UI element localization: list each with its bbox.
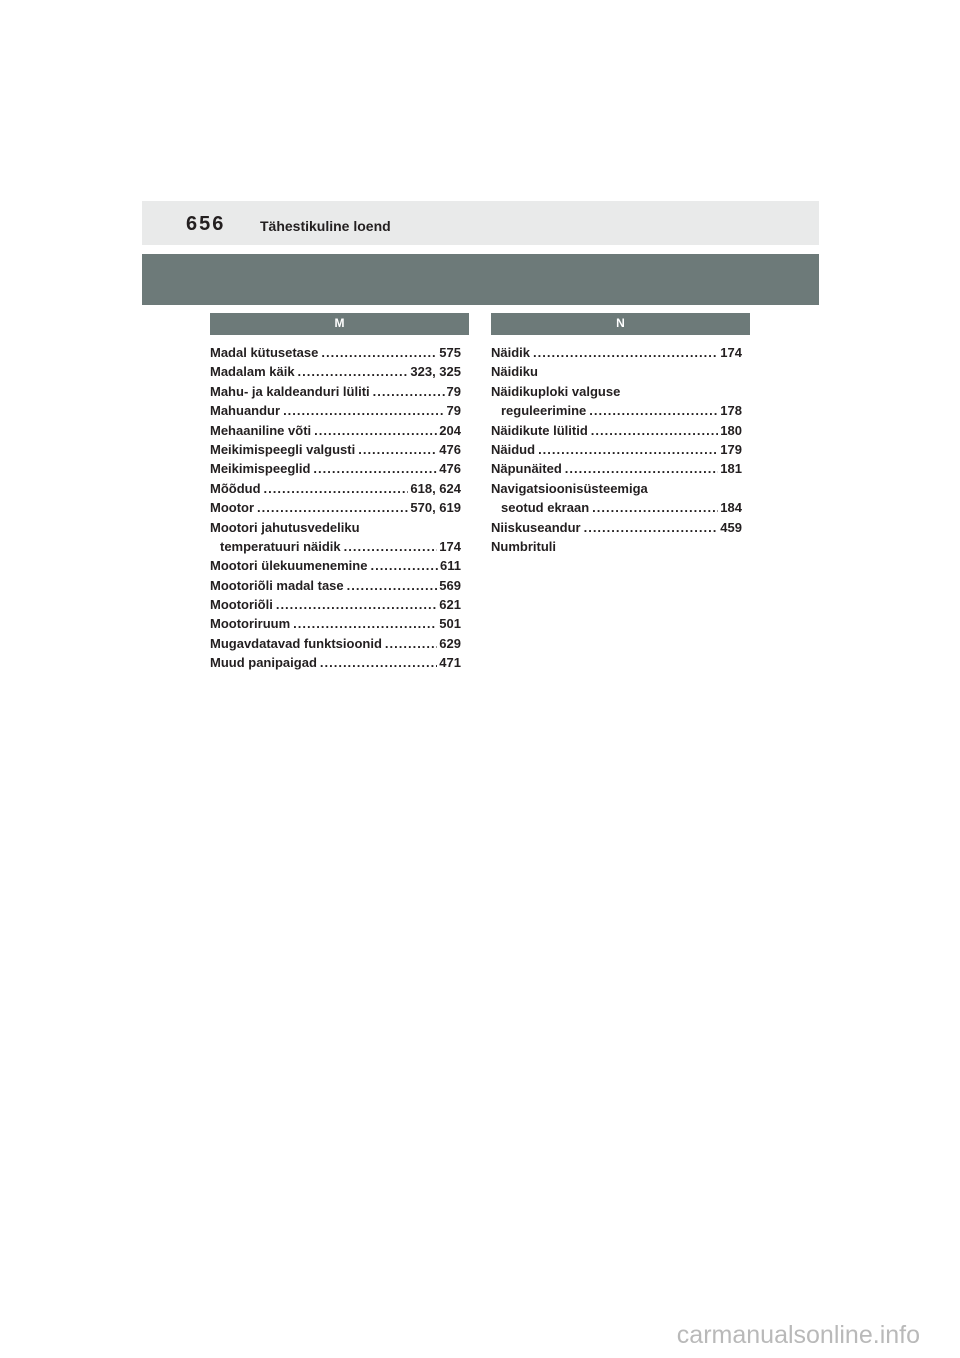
- entry-term: Mootor: [210, 500, 255, 516]
- entry-term: Niiskuseandur: [491, 519, 581, 535]
- index-entry: [491, 364, 742, 383]
- index-entry: [210, 597, 461, 616]
- dot-leader: [370, 558, 438, 573]
- index-entry: [210, 481, 461, 500]
- dot-leader: [358, 442, 437, 457]
- index-entry: [491, 481, 742, 500]
- entry-term: Meikimispeeglid: [210, 461, 311, 477]
- dot-leader: [314, 423, 437, 438]
- index-entry: [210, 616, 461, 635]
- letter-heading-m: M: [210, 313, 469, 335]
- section-title: Tähestikuline loend: [260, 218, 391, 234]
- index-column-n: [491, 313, 750, 558]
- entry-page-ref[interactable]: 204: [439, 422, 461, 438]
- entry-page-ref[interactable]: 180: [720, 422, 742, 438]
- index-entry: [210, 345, 461, 364]
- entry-term: Mõõdud: [210, 480, 261, 496]
- index-entry: [491, 520, 742, 539]
- dot-leader: [344, 539, 438, 554]
- entry-page-ref[interactable]: 174: [439, 538, 461, 554]
- entry-page-ref[interactable]: 611: [440, 558, 461, 574]
- header-band: [142, 201, 819, 245]
- entry-page-ref[interactable]: 471: [439, 655, 461, 671]
- index-entry: [210, 423, 461, 442]
- dot-leader: [298, 364, 409, 379]
- index-entry: [210, 655, 461, 674]
- entry-term: Mahu- ja kaldeanduri lüliti: [210, 383, 370, 399]
- index-entry: [491, 500, 742, 519]
- title-bar: [142, 254, 819, 305]
- dot-leader: [257, 500, 408, 515]
- dot-leader: [264, 481, 409, 496]
- entry-term: temperatuuri näidik: [220, 538, 341, 554]
- index-entry: [210, 500, 461, 519]
- entry-term: Näidik: [491, 345, 531, 360]
- entry-term: Mootoriõli madal tase: [210, 577, 344, 593]
- entry-page-ref[interactable]: 629: [439, 635, 461, 651]
- index-entry: [491, 539, 742, 558]
- page-number: 656: [186, 213, 226, 235]
- entry-term: Näidikute lülitid: [491, 422, 588, 438]
- dot-leader: [347, 578, 438, 593]
- index-entry: [210, 558, 461, 577]
- entry-term: Mootoriruum: [210, 616, 291, 632]
- entry-term: Numbrituli: [491, 538, 556, 554]
- entry-term: Näpunäited: [491, 461, 562, 477]
- entry-term: Madal kütusetase: [210, 345, 319, 360]
- entry-term: Näidiku: [491, 364, 538, 380]
- dot-leader: [293, 616, 437, 631]
- entry-page-ref[interactable]: 621: [439, 597, 461, 613]
- entry-term: Mootoriõli: [210, 597, 273, 613]
- letter-heading-n: N: [491, 313, 750, 335]
- dot-leader: [276, 597, 437, 612]
- index-column-m: [210, 313, 469, 675]
- entry-term: Madalam käik: [210, 364, 295, 380]
- entry-page-ref[interactable]: 179: [720, 441, 742, 457]
- dot-leader: [321, 345, 437, 360]
- index-entry: [210, 384, 461, 403]
- entry-page-ref[interactable]: 569: [439, 577, 461, 593]
- entry-page-ref[interactable]: 459: [720, 519, 742, 535]
- entry-term: Näidikuploki valguse: [491, 383, 621, 399]
- watermark: carmanualsonline.info: [676, 1321, 920, 1349]
- entry-page-ref[interactable]: 79: [446, 383, 461, 399]
- index-entry: [210, 636, 461, 655]
- entry-term: Muud panipaigad: [210, 655, 317, 671]
- entry-term: seotud ekraan: [501, 500, 590, 516]
- entry-term: reguleerimine: [501, 403, 587, 419]
- index-entry: [210, 442, 461, 461]
- dot-leader: [538, 442, 718, 457]
- dot-leader: [320, 655, 437, 670]
- entry-page-ref[interactable]: 618, 624: [410, 480, 461, 496]
- index-entry: [491, 442, 742, 461]
- index-entry: [491, 403, 742, 422]
- entry-term: Navigatsioonisüsteemiga: [491, 480, 648, 496]
- entry-page-ref[interactable]: 79: [446, 403, 461, 419]
- dot-leader: [565, 461, 719, 476]
- entry-page-ref[interactable]: 575: [439, 345, 461, 360]
- dot-leader: [313, 461, 437, 476]
- dot-leader: [589, 403, 718, 418]
- dot-leader: [584, 520, 719, 535]
- dot-leader: [385, 636, 437, 651]
- index-entry: [210, 364, 461, 383]
- index-entry: [210, 520, 461, 539]
- index-entry: [210, 461, 461, 480]
- index-entry: [491, 384, 742, 403]
- entry-term: Mehaaniline võti: [210, 422, 312, 438]
- index-entry: [491, 423, 742, 442]
- entry-page-ref[interactable]: 476: [439, 461, 461, 477]
- dot-leader: [591, 423, 719, 438]
- entry-list-m: [210, 345, 461, 675]
- entry-page-ref[interactable]: 476: [439, 441, 461, 457]
- entry-page-ref[interactable]: 323, 325: [410, 364, 461, 380]
- dot-leader: [373, 384, 445, 399]
- entry-list-n: [491, 345, 742, 558]
- entry-page-ref[interactable]: 181: [720, 461, 742, 477]
- dot-leader: [533, 345, 718, 360]
- index-entry: [210, 539, 461, 558]
- entry-page-ref[interactable]: 184: [720, 500, 742, 516]
- entry-term: Mootori jahutusvedeliku: [210, 519, 360, 535]
- dot-leader: [592, 500, 718, 515]
- entry-term: Mootori ülekuumenemine: [210, 558, 368, 574]
- entry-page-ref[interactable]: 174: [720, 345, 742, 360]
- dot-leader: [283, 403, 444, 418]
- entry-term: Mugavdatavad funktsioonid: [210, 635, 382, 651]
- entry-term: Mahuandur: [210, 403, 281, 419]
- index-entry: [210, 403, 461, 422]
- entry-page-ref[interactable]: 501: [439, 616, 461, 632]
- entry-page-ref[interactable]: 570, 619: [410, 500, 461, 516]
- index-entry: [491, 461, 742, 480]
- index-entry: [491, 345, 742, 364]
- entry-term: Näidud: [491, 441, 536, 457]
- entry-page-ref[interactable]: 178: [720, 403, 742, 419]
- index-entry: [210, 578, 461, 597]
- entry-term: Meikimispeegli valgusti: [210, 441, 356, 457]
